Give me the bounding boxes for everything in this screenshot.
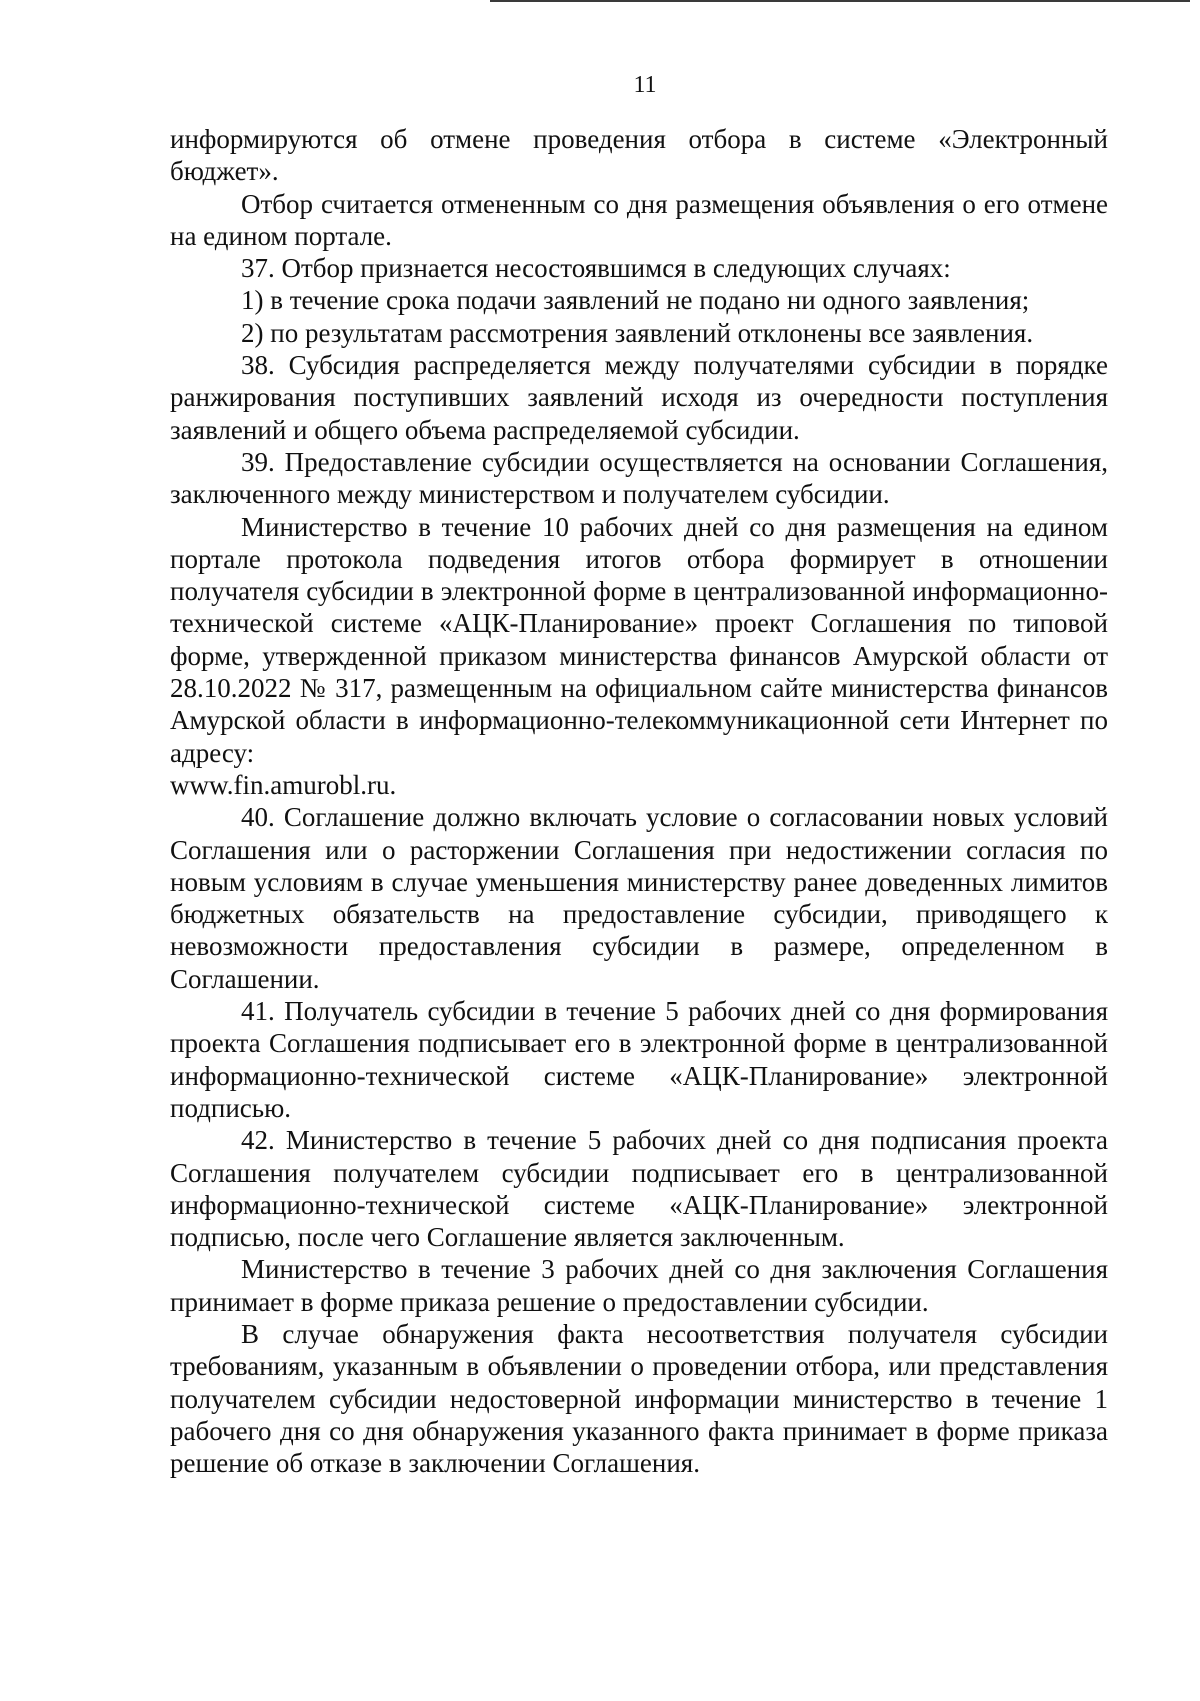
paragraph-38: 38. Субсидия распределяется между получателями субсидии в порядке ранжирования поступивших заявлений исходя из очередности поступления заявлений и общего объема распределяемой субсидии. xyxy=(170,350,1108,445)
page-number: 11 xyxy=(633,72,657,98)
website-address: www.fin.amurobl.ru. xyxy=(170,769,397,800)
paragraph-37: 37. Отбор признается несостоявшимся в следующих случаях: xyxy=(241,253,951,284)
paragraph-42: 42. Министерство в течение 5 рабочих дней со дня подписания проекта Соглашения получателем субсидии подписывает его в централизованной информационно-технической системе «АЦК-Планирование» электронной подписью, после чего Соглашение является заключенным. xyxy=(170,1125,1108,1253)
paragraph-cancel-date: Отбор считается отмененным со дня размещения объявления о его отмене на едином портале. xyxy=(170,188,1108,251)
document-body xyxy=(170,123,1108,1479)
paragraph-37-item-2: 2) по результатам рассмотрения заявлений отклонены все заявления. xyxy=(241,317,1034,348)
paragraph-refusal: В случае обнаружения факта несоответствия получателя субсидии требованиям, указанным в объявлении о проведении отбора, или представления получателем субсидии недостоверной информации министерство в течение 1 рабочего дня со дня обнаружения указанного факта принимает в форме приказа решение об отказе в заключении Соглашения. xyxy=(170,1318,1108,1479)
scan-edge-line xyxy=(490,0,1190,2)
paragraph-ministry-10-days: Министерство в течение 10 рабочих дней со дня размещения на едином портале протокола подведения итогов отбора формирует в отношении получателя субсидии в электронной форме в централизованной информационно-технической системе «АЦК-Планирование» проект Соглашения по типовой форме, утвержденной приказом министерства финансов Амурской области от 28.10.2022 № 317, размещенным на официальном сайте министерства финансов Амурской области в информационно-телекоммуникационной сети Интернет по адресу: xyxy=(170,511,1108,768)
paragraph-continuation: информируются об отмене проведения отбора в системе «Электронный бюджет». xyxy=(170,124,1108,187)
paragraph-ministry-3-days: Министерство в течение 3 рабочих дней со дня заключения Соглашения принимает в форме приказа решение о предоставлении субсидии. xyxy=(170,1254,1108,1317)
paragraph-40: 40. Соглашение должно включать условие о согласовании новых условий Соглашения или о расторжении Соглашения при недостижении согласия по новым условиям в случае уменьшения министерству ранее доведенных лимитов бюджетных обязательств на предоставление субсидии, приводящего к невозможности предоставления субсидии в размере, определенном в Соглашении. xyxy=(170,802,1108,994)
paragraph-39: 39. Предоставление субсидии осуществляется на основании Соглашения, заключенного между министерством и получателем субсидии. xyxy=(170,446,1108,510)
paragraph-41: 41. Получатель субсидии в течение 5 рабочих дней со дня формирования проекта Соглашения подписывает его в электронной форме в централизованной информационно-технической системе «АЦК-Планирование» электронной подписью. xyxy=(170,996,1108,1123)
paragraph-37-item-1: 1) в течение срока подачи заявлений не подано ни одного заявления; xyxy=(241,285,1030,316)
